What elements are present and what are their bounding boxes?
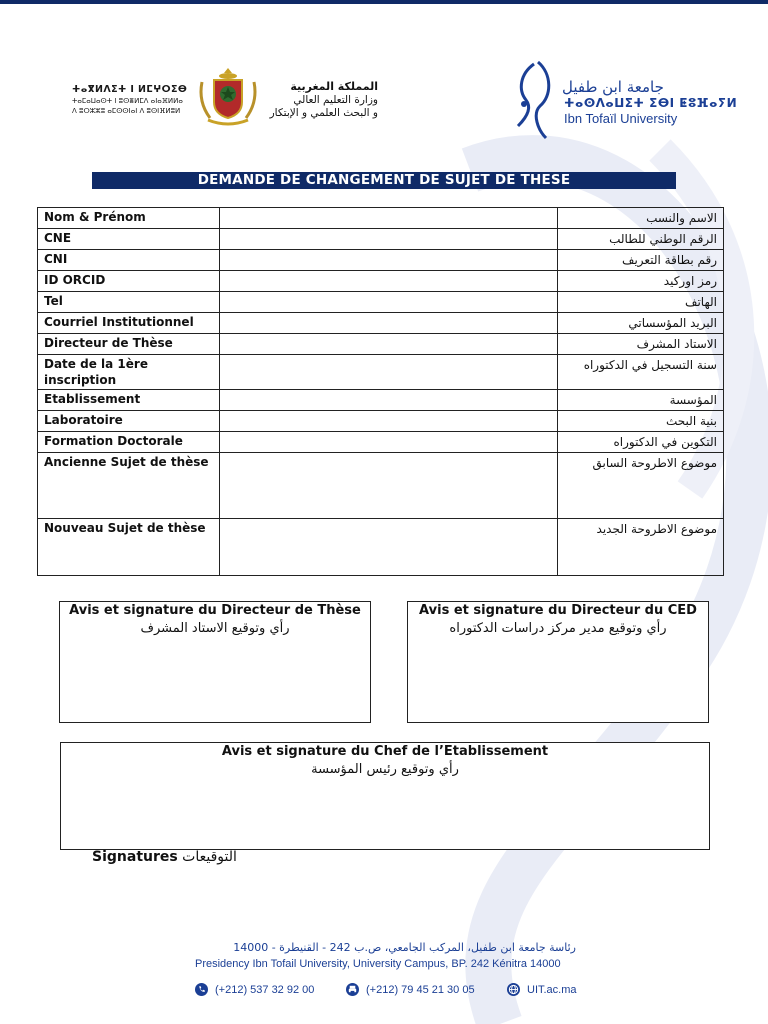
signature-box-directeur[interactable]: [59, 601, 371, 723]
student-info-table: [37, 207, 724, 576]
table-row: [38, 292, 724, 313]
globe-icon: [507, 983, 520, 996]
field-label-ar: المؤسسة: [558, 390, 724, 411]
university-name-arabic: جامعة ابن طفيل: [562, 78, 664, 96]
table-row: [38, 313, 724, 334]
field-label-ar: الاسم والنسب: [558, 208, 724, 229]
field-label-ar: رمز اوركيد: [558, 271, 724, 292]
field-input-cni[interactable]: [220, 250, 558, 271]
university-name-tifinagh: ⵜⴰⵙⴷⴰⵡⵉⵜ ⵉⴱⵏ ⵟⵓⴼⴰⵢⵍ: [564, 96, 738, 110]
footer-website[interactable]: [507, 983, 577, 996]
field-input-orcid[interactable]: [220, 271, 558, 292]
top-accent-bar: [0, 0, 768, 4]
ministry-ar-line-1: المملكة المغربية: [290, 80, 378, 93]
field-input-courriel[interactable]: [220, 313, 558, 334]
field-label: CNE: [38, 229, 220, 250]
footer-phone: [195, 983, 314, 996]
signature-box-title-ar: رأي وتوقيع رئيس المؤسسة: [311, 762, 459, 777]
signatures-heading: [92, 849, 237, 865]
footer-address-arabic: رئاسة جامعة ابن طفيل، المركب الجامعي، ص.ب 242 - القنيطرة - 14000: [233, 941, 576, 954]
field-input-formation[interactable]: [220, 432, 558, 453]
field-label: Nom & Prénom: [38, 208, 220, 229]
table-row: [38, 390, 724, 411]
table-row: [38, 208, 724, 229]
table-row: [38, 334, 724, 355]
signature-box-title-ar: رأي وتوقيع الاستاد المشرف: [140, 621, 290, 636]
ministry-tifinagh: [72, 84, 194, 115]
signatures-label-ar: التوقيعات: [182, 849, 237, 865]
signature-box-chef-etablissement[interactable]: [60, 742, 710, 850]
field-label-ar: موضوع الاطروحة الجديد: [558, 519, 724, 576]
field-label: Directeur de Thèse: [38, 334, 220, 355]
form-title: DEMANDE DE CHANGEMENT DE SUJET DE THESE: [92, 172, 676, 189]
field-label: Nouveau Sujet de thèse: [38, 519, 220, 576]
university-name-english: Ibn Tofaïl University: [564, 111, 678, 126]
phone-icon: [195, 983, 208, 996]
signature-box-title: Avis et signature du Directeur du CED: [419, 603, 697, 618]
field-input-ancien-sujet[interactable]: [220, 453, 558, 519]
field-input-etablissement[interactable]: [220, 390, 558, 411]
field-label-ar: الرقم الوطني للطالب: [558, 229, 724, 250]
fax-number: (+212) 79 45 21 30 05: [366, 983, 475, 996]
ministry-ar-line-3: و البحث العلمي و الإبتكار: [269, 107, 378, 119]
table-row: [38, 355, 724, 390]
moroccan-coat-of-arms-icon: [196, 66, 260, 128]
signature-box-title: Avis et signature du Directeur de Thèse: [69, 603, 361, 618]
ministry-ar-line-2: وزارة التعليم العالي: [293, 94, 378, 106]
ministry-arabic: [262, 80, 378, 119]
tifinagh-line-3: ⴷ ⵓⵔⵣⵣⵓ ⴰⵎⵙⵙⵏⴰⵏ ⴷ ⵓⵙⵏⴼⵍⵓⵍ: [72, 107, 181, 115]
tifinagh-line-2: ⵜⴰⵎⴰⵡⴰⵙⵜ ⵏ ⵓⵙⴻⵍⵎⴷ ⴰⵏⴰⴼⵍⵍⴰ: [72, 97, 183, 105]
footer-fax: [346, 983, 475, 996]
field-label: Courriel Institutionnel: [38, 313, 220, 334]
ibn-tofail-logo-icon: [512, 60, 556, 140]
field-input-directeur[interactable]: [220, 334, 558, 355]
field-input-cne[interactable]: [220, 229, 558, 250]
table-row: [38, 250, 724, 271]
field-label-ar: رقم بطاقة التعريف: [558, 250, 724, 271]
signature-box-ced[interactable]: [407, 601, 709, 723]
field-label-ar: البريد المؤسساتي: [558, 313, 724, 334]
table-row: [38, 453, 724, 519]
field-input-tel[interactable]: [220, 292, 558, 313]
field-label: ID ORCID: [38, 271, 220, 292]
website-link[interactable]: UIT.ac.ma: [527, 983, 577, 996]
field-label: CNI: [38, 250, 220, 271]
signature-box-title-ar: رأي وتوقيع مدير مركز دراسات الدكتوراه: [449, 621, 667, 636]
field-label-ar: موضوع الاطروحة السابق: [558, 453, 724, 519]
table-row: [38, 519, 724, 576]
footer-address-english: Presidency Ibn Tofail University, University Campus, BP. 242 Kénitra 14000: [195, 958, 561, 970]
field-label-ar: سنة التسجيل في الدكتوراه: [558, 355, 724, 390]
signatures-label: Signatures: [92, 849, 178, 865]
field-label: Etablissement: [38, 390, 220, 411]
table-row: [38, 229, 724, 250]
field-label: Laboratoire: [38, 411, 220, 432]
field-label: Tel: [38, 292, 220, 313]
field-label: Date de la 1ère inscription: [38, 355, 220, 390]
field-input-laboratoire[interactable]: [220, 411, 558, 432]
field-label: Formation Doctorale: [38, 432, 220, 453]
tifinagh-line-1: ⵜⴰⴳⵍⴷⵉⵜ ⵏ ⵍⵎⵖⵔⵉⴱ: [72, 84, 188, 95]
field-label-ar: بنية البحث: [558, 411, 724, 432]
signature-box-title: Avis et signature du Chef de l’Etablissement: [221, 744, 549, 759]
fax-icon: [346, 983, 359, 996]
field-label-ar: الاستاد المشرف: [558, 334, 724, 355]
table-row: [38, 432, 724, 453]
field-input-nouveau-sujet[interactable]: [220, 519, 558, 576]
table-row: [38, 271, 724, 292]
field-label: Ancienne Sujet de thèse: [38, 453, 220, 519]
field-label-ar: الهاتف: [558, 292, 724, 313]
field-input-date-inscription[interactable]: [220, 355, 558, 390]
field-input-nom-prenom[interactable]: [220, 208, 558, 229]
phone-number: (+212) 537 32 92 00: [215, 983, 315, 996]
field-label-ar: التكوين في الدكتوراه: [558, 432, 724, 453]
table-row: [38, 411, 724, 432]
